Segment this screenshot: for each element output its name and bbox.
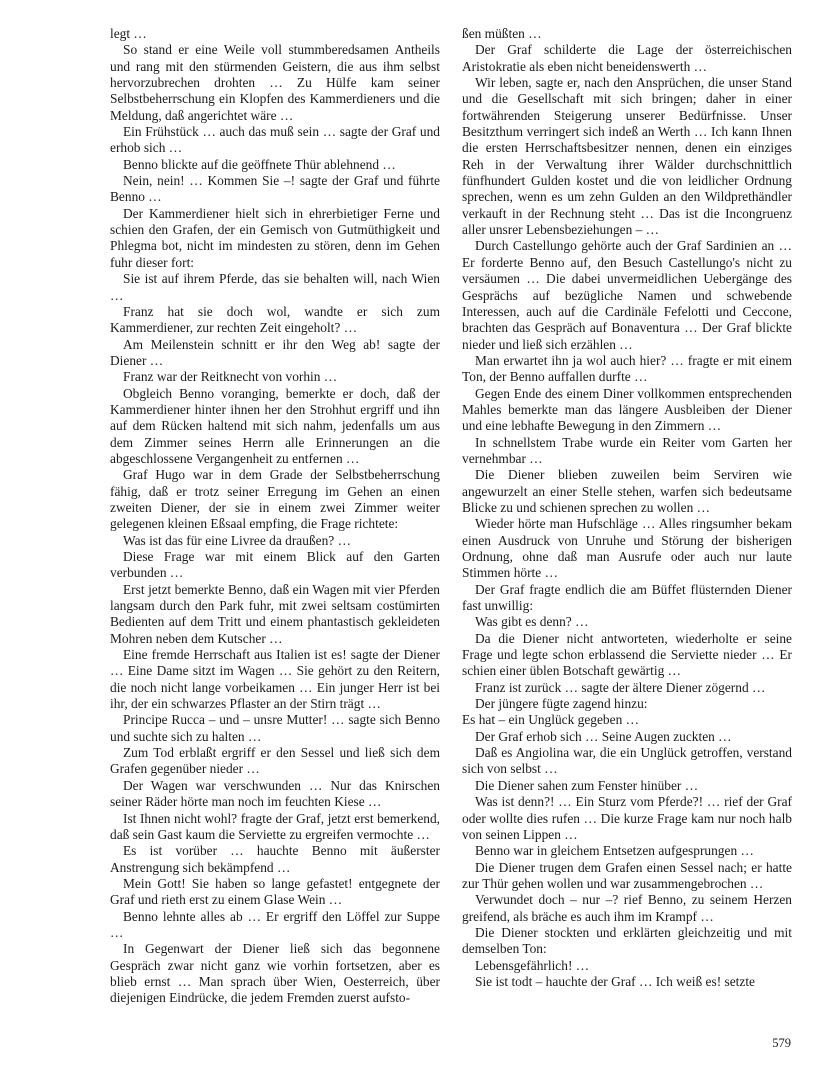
paragraph: Die Diener trugen dem Grafen einen Sessel nach; er hatte zur Thür gehen wollen und war zusammengebrochen … [462,859,792,891]
paragraph: Wir leben, sagte er, nach den Ansprüchen, die unser Stand und die Gesellschaft mit sich bringen; daher in einer fortwährenden Steigerung unserer Bedürfnisse. Unser Besitzthum verringert sich indeß an Werth … Ich kann Ihnen die ersten Herrschaftsbesitzer nennen, denen ein einziges Reh in der Verwaltung ihrer Wälder durchschnittlich fünfhundert Gulden kostet und die von leidlicher Ordnung sprechen, wenn es um zehn Gulden an den Wildprethändler verkauft in der Rechnung steht … Das ist die Incongruenz aller unsrer Lebensbeziehungen – … [462,75,792,238]
paragraph: Die Diener blieben zuweilen beim Serviren wie angewurzelt an einer Stelle stehen, warfen sich bedeutsame Blicke zu und schienen sprechen zu wollen … [462,467,792,515]
paragraph: legt … [110,26,147,41]
paragraph: So stand er eine Weile voll stummberedsamen Antheils und rang mit den stürmenden Geistern, die aus ihm selbst hervorzubrechen drohten … Zu Hülfe kam seiner Selbstbeherrschung ein Klopfen des Kammerdieners und die Meldung, daß angerichtet wäre … [110,42,440,123]
paragraph: In schnellstem Trabe wurde ein Reiter vom Garten her vernehmbar … [462,434,792,466]
right-column [462,26,792,990]
paragraph: Es ist vorüber … hauchte Benno mit äußerster Anstrengung sich bekämpfend … [110,843,440,875]
paragraph: Man erwartet ihn ja wol auch hier? … fragte er mit einem Ton, der Benno auffallen durfte … [462,352,792,385]
paragraph: Benno war in gleichem Entsetzen aufgesprungen … [475,843,754,859]
paragraph: Ein Frühstück … auch das muß sein … sagte der Graf und erhob sich … [110,124,440,156]
paragraph: Was ist denn?! … Ein Sturz vom Pferde?! … rief der Graf oder wollte dies rufen … Die kurze Frage kam nur noch halb von seinen Lippen … [462,794,792,842]
paragraph: Graf Hugo war in dem Grade der Selbstbeherrschung fähig, daß er trotz seiner Erregung im Gehen an einen zweiten Diener, der sie in einem zwei Zimmer weiter gelegenen kleinen Eßsaal empfing, die Frage richtete: [110,467,440,532]
paragraph: Verwundet doch – nur –? rief Benno, zu seinem Herzen greifend, als bräche es auch ihm im Krampf … [462,892,792,924]
paragraph: Lebensgefährlich! … [475,957,590,973]
paragraph: Der Graf schilderte die Lage der österreichischen Aristokratie als eben nicht beneidenswerth … [462,42,792,74]
paragraph: Zum Tod erblaßt ergriff er den Sessel und ließ sich dem Grafen gegenüber nieder … [110,745,440,777]
paragraph: Die Diener sahen zum Fenster hinüber … [475,777,699,793]
paragraph: Nein, nein! … Kommen Sie –! sagte der Graf und führte Benno … [110,173,440,205]
paragraph: Was gibt es denn? … [475,614,589,630]
page-number: 579 [772,1036,791,1050]
paragraph: Der Graf erhob sich … Seine Augen zuckten … [475,728,732,744]
paragraph: Diese Frage war mit einem Blick auf den Garten verbunden … [110,549,440,581]
paragraph: Franz ist zurück … sagte der ältere Diener zögernd … [475,679,766,695]
paragraph: Der Graf fragte endlich die am Büffet flüsternden Diener fast unwillig: [462,581,792,614]
paragraph: Gegen Ende des einem Diner vollkommen entsprechenden Mahles bemerkte man das längere Ausbleiben der Diener und eine lebhafte Bewegung in den Zimmern … [462,385,792,434]
paragraph: Sie ist todt – hauchte der Graf … Ich weiß es! setzte [475,973,755,989]
paragraph: Principe Rucca – und – unsre Mutter! … sagte sich Benno und suchte sich zu halten … [110,712,440,744]
paragraph: Benno blickte auf die geöffnete Thür ablehnend … [123,156,396,172]
paragraph: Da die Diener nicht antworteten, wiederholte er seine Frage und legte schon erblassend die Serviette nieder … Er schien einer üblen Botschaft gewärtig … [462,630,792,679]
paragraph: ßen müßten … [462,26,542,41]
paragraph: Mein Gott! Sie haben so lange gefastet! entgegnete der Graf und rieth erst zu einem Glase Wein … [110,875,440,908]
paragraph: Erst jetzt bemerkte Benno, daß ein Wagen mit vier Pferden langsam durch den Park fuhr, mit zwei seltsam costümirten Bedienten auf dem Tritt und einem phantastisch gekleideten Mohren neben dem Kutscher … [110,581,440,646]
paragraph: Obgleich Benno voranging, bemerkte er doch, daß der Kammerdiener hinter ihnen her den Strohhut ergriff und ihn auf dem Rücken haltend mit sich nahm, jedenfalls um aus dem Zimmer seines Herrn alle Erinnerungen an die abgeschlossene Vergangenheit zu entfernen … [110,385,440,466]
paragraph: Wieder hörte man Hufschläge … Alles ringsumher bekam einen Ausdruck von Unruhe und Störung der bisherigen Ordnung, ohne daß man Ausrufe oder auch nur laute Stimmen hörte … [462,516,792,581]
paragraph: Am Meilenstein schnitt er ihr den Weg ab! sagte der Diener … [110,336,440,368]
paragraph: Eine fremde Herrschaft aus Italien ist es! sagte der Diener … Eine Dame sitzt im Wagen … Sie gehört zu den Reitern, die noch nicht lange vorbeikamen … Ein junger Herr ist bei ihr, der ein schwarzes Pflaster an der Stirn trägt … [110,647,440,712]
paragraph: Daß es Angiolina war, die ein Unglück getroffen, verstand sich von selbst … [462,745,792,777]
paragraph: Der Wagen war verschwunden … Nur das Knirschen seiner Räder hörte man noch im feuchten Kiese … [110,777,440,810]
paragraph: In Gegenwart der Diener ließ sich das begonnene Gespräch zwar nicht ganz wie vorhin fortsetzen, aber es blieb ernst … Man sprach über Wien, Oesterreich, über diejenigen Eindrücke, die jedem Fremden zuerst aufsto- [110,941,440,1006]
paragraph: Der jüngere fügte zagend hinzu: [475,696,648,712]
paragraph: Franz war der Reitknecht von vorhin … [123,369,338,385]
paragraph: Durch Castellungo gehörte auch der Graf Sardinien an … Er forderte Benno auf, den Besuch Castellungo's nicht zu versäumen … Die dabei unvermeidlichen Uebergänge des Gesprächs auf bezügliche Namen und schwebende Interessen, auch auf die Cardinäle Fefelotti und Ceccone, brachten das Gespräch auf Bonaventura … Der Graf blickte nieder und ließ sich erzählen … [462,238,792,352]
paragraph: Benno lehnte alles ab … Er ergriff den Löffel zur Suppe … [110,908,440,940]
paragraph: Franz hat sie doch wol, wandte er sich zum Kammerdiener, zur rechten Zeit eingeholt? … [110,303,440,336]
paragraph: Sie ist auf ihrem Pferde, das sie behalten will, nach Wien … [110,271,440,303]
paragraph: Was ist das für eine Livree da draußen? … [123,532,351,548]
left-column [110,26,440,1007]
paragraph: Die Diener stockten und erklärten gleichzeitig und mit demselben Ton: [462,924,792,957]
paragraph: Der Kammerdiener hielt sich in ehrerbietiger Ferne und schien den Grafen, der ein Gemisch von Gutmüthigkeit und Phlegma bot, nicht im mindesten zu stören, denn im Gehen fuhr dieser fort: [110,205,440,270]
paragraph: Ist Ihnen nicht wohl? fragte der Graf, jetzt erst bemerkend, daß sein Gast kaum die Serviette zu ergreifen vermochte … [110,810,440,842]
paragraph: Es hat – ein Unglück gegeben … [462,712,640,728]
